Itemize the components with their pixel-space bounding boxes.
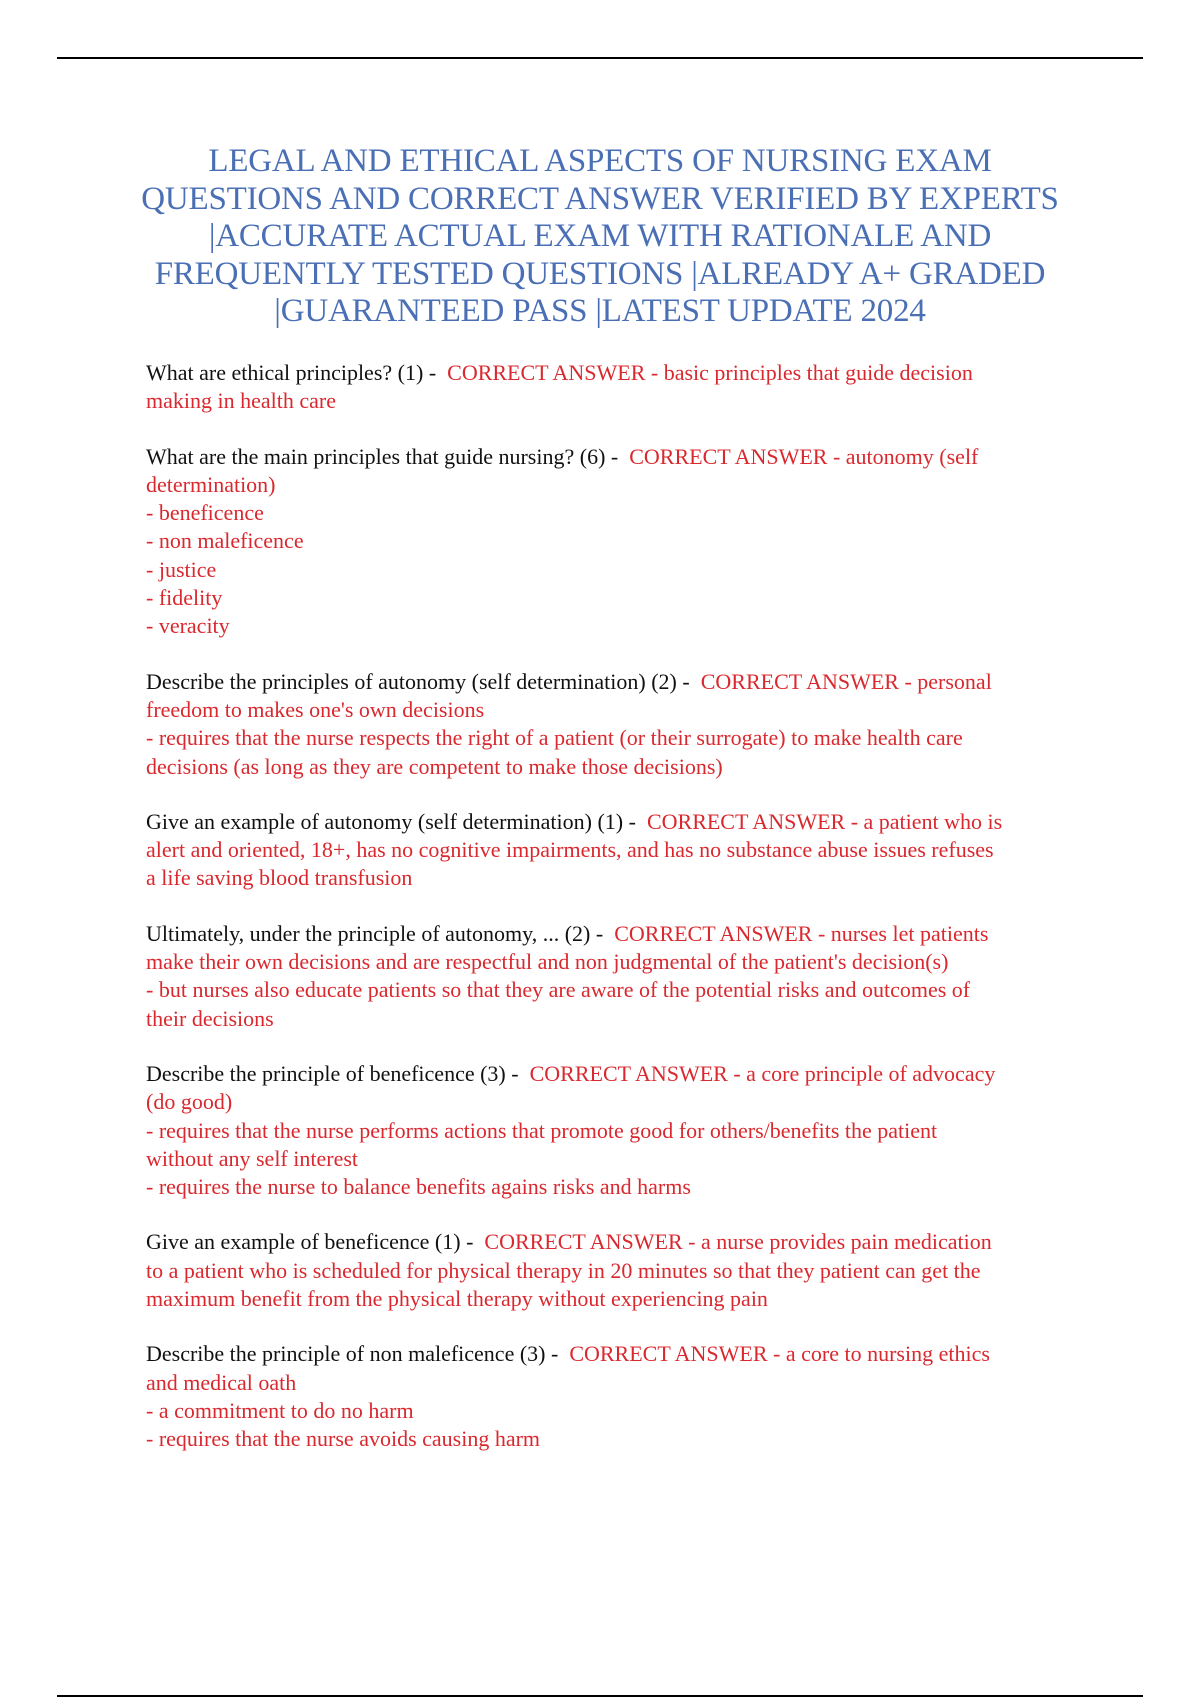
title-line: LEGAL AND ETHICAL ASPECTS OF NURSING EXAM [208,143,992,179]
top-rule [57,57,1143,59]
answer-line: make their own decisions and are respectful and non judgmental of the patient's decision(s) [146,949,949,975]
answer-text: CORRECT ANSWER - a core principle of advocacy [529,1060,996,1086]
answer-line: - fidelity [146,585,223,611]
qa-item [146,1060,1096,1201]
answer-line: alert and oriented, 18+, has no cognitive impairments, and has no substance abuse issues refuses [146,837,994,863]
answer-line: maximum benefit from the physical therapy without experiencing pain [146,1286,768,1312]
answer-line: - justice [146,556,217,582]
question-text: Describe the principle of non maleficence (3) [146,1341,546,1367]
answer-line: - veracity [146,613,230,639]
question-answer-separator: - [505,1060,530,1086]
question-text: Give an example of autonomy (self determination) (1) [146,808,624,834]
answer-line: - beneficence [146,500,264,526]
answer-line: (do good) [146,1089,233,1115]
answer-line: - but nurses also educate patients so that they are aware of the potential risks and outcomes of [146,977,971,1003]
qa-first-line [146,1060,1096,1088]
answer-text: CORRECT ANSWER - a patient who is [646,808,1003,834]
answer-line: - requires that the nurse avoids causing harm [146,1426,541,1452]
answer-line: - a commitment to do no harm [146,1397,414,1423]
qa-item [146,443,1096,641]
qa-first-line [146,359,1096,387]
answer-line: a life saving blood transfusion [146,865,413,891]
title-line: FREQUENTLY TESTED QUESTIONS |ALREADY A+ GRADED [154,255,1046,292]
question-text: Describe the principle of beneficence (3) [146,1060,506,1086]
qa-first-line [146,443,1096,471]
answer-line: and medical oath [146,1369,297,1395]
qa-first-line [146,920,1096,948]
question-text: Ultimately, under the principle of autonomy, ... (2) [146,920,591,946]
qa-item [146,668,1096,781]
qa-item [146,920,1096,1033]
answer-text: CORRECT ANSWER - nurses let patients [614,920,989,946]
title-line: |ACCURATE ACTUAL EXAM WITH RATIONALE AND [208,218,992,254]
document-title [140,143,1060,331]
qa-list [146,359,1096,1481]
answer-line: - requires that the nurse performs actions that promote good for others/benefits the patient [146,1117,938,1143]
answer-text: CORRECT ANSWER - personal [700,668,992,694]
question-answer-separator: - [676,668,701,694]
answer-text: CORRECT ANSWER - autonomy (self [629,443,979,469]
qa-item [146,1340,1096,1453]
question-answer-separator: - [623,808,647,834]
answer-line: determination) [146,471,276,497]
question-text: Give an example of beneficence (1) [146,1229,461,1255]
question-answer-separator: - [423,360,448,385]
question-answer-separator: - [590,920,615,946]
answer-line: making in health care [146,388,336,414]
qa-item [146,359,1096,416]
question-text: What are the main principles that guide nursing? (6) [146,443,606,469]
title-line: |GUARANTEED PASS |LATEST UPDATE 2024 [274,293,926,329]
qa-first-line [146,1228,1096,1256]
question-answer-separator: - [545,1341,570,1367]
question-answer-separator: - [605,443,630,469]
answer-line: decisions (as long as they are competent to make those decisions) [146,753,723,779]
question-text: Describe the principles of autonomy (self determination) (2) [146,668,677,694]
answer-line: without any self interest [146,1145,359,1171]
answer-text: CORRECT ANSWER - a nurse provides pain medication [484,1229,992,1255]
answer-line: freedom to makes one's own decisions [146,696,485,722]
bottom-rule [57,1695,1143,1697]
answer-line: - requires that the nurse respects the right of a patient (or their surrogate) to make health care [146,725,963,751]
answer-text: CORRECT ANSWER - a core to nursing ethics [569,1341,990,1367]
qa-first-line [146,668,1096,696]
qa-item [146,808,1096,893]
question-answer-separator: - [460,1229,485,1255]
answer-line: - non maleficence [146,528,304,554]
qa-item [146,1228,1096,1313]
qa-first-line [146,1340,1096,1368]
answer-line: their decisions [146,1005,274,1031]
title-line: QUESTIONS AND CORRECT ANSWER VERIFIED BY EXPERTS [141,180,1059,217]
answer-line: to a patient who is scheduled for physical therapy in 20 minutes so that they patient can get the [146,1257,981,1283]
qa-first-line [146,808,1096,836]
question-text: What are ethical principles? (1) [146,360,424,385]
answer-text: CORRECT ANSWER - basic principles that guide decision [447,360,973,385]
answer-line: - requires the nurse to balance benefits agains risks and harms [146,1174,691,1200]
